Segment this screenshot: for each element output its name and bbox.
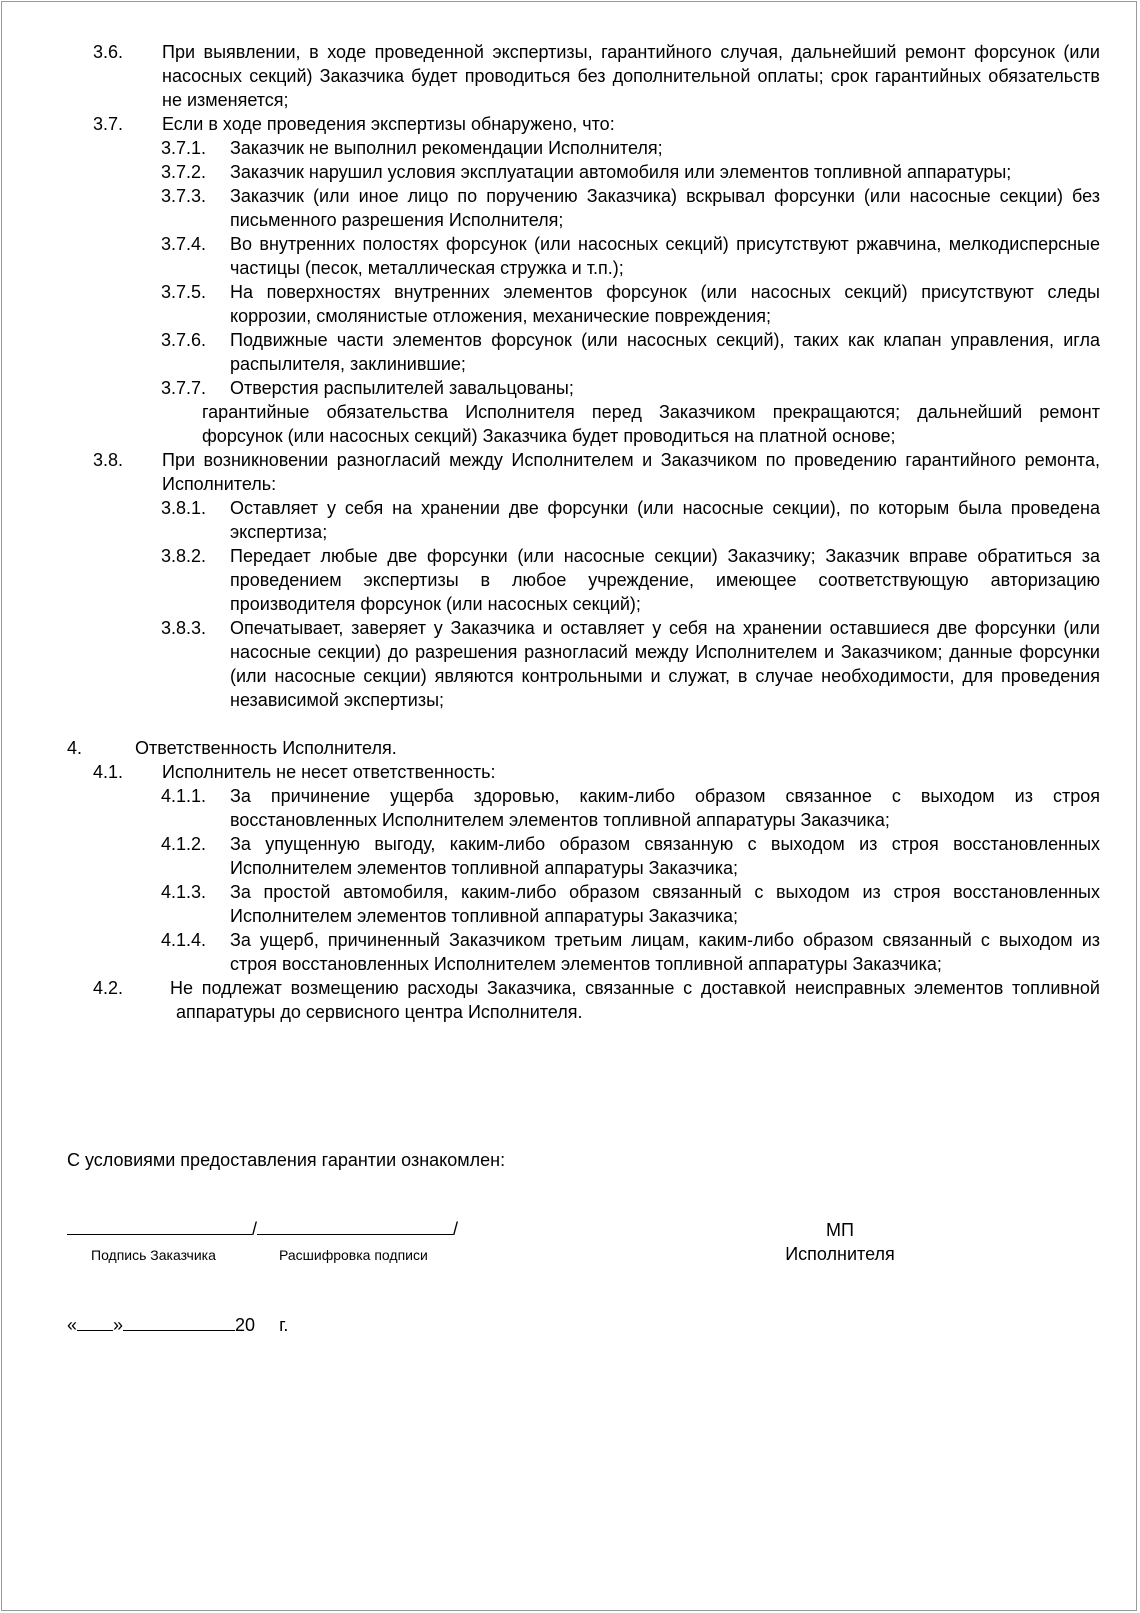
clause-text: При возникновении разногласий между Исполнителем и Заказчиком по проведению гарантийного ремонта, Исполнитель: xyxy=(162,450,1100,494)
clause-number: 3.8.3. xyxy=(161,618,207,638)
slash: / xyxy=(252,1219,258,1239)
month-field[interactable] xyxy=(123,1312,235,1331)
stamp-block xyxy=(760,1218,920,1266)
clause-text: Если в ходе проведения экспертизы обнаружено, что: xyxy=(162,114,615,134)
stamp-label: МП xyxy=(826,1220,854,1240)
clause-text: Подвижные части элементов форсунок (или насосных секций), таких как клапан управления, игла распылителя, заклинившие; xyxy=(230,330,1100,374)
clause-number: 4.2. xyxy=(93,978,124,998)
spacer xyxy=(0,712,1140,736)
clause-number: 3.8. xyxy=(93,450,124,470)
clause-text: Во внутренних полостях форсунок (или насосных секций) присутствуют ржавчина, мелкодисперсные частицы (песок, металлическая стружка и т.п.); xyxy=(230,234,1100,278)
year-suffix: г. xyxy=(279,1315,289,1335)
clause-4-1-4 xyxy=(0,928,1140,976)
clause-text: Передает любые две форсунки (или насосные секции) Заказчику; Заказчик вправе обратиться за проведением экспертизы в любое учреждение, имеющее соответствующую авторизацию производителя форсунок (или насосных секций); xyxy=(230,546,1100,614)
clause-number: 4.1.3. xyxy=(161,882,207,902)
clause-text: Не подлежат возмещению расходы Заказчика, связанные с доставкой неисправных элементов топливной аппаратуры до сервисного центра Исполнителя. xyxy=(170,978,1100,1022)
clause-number: 3.8.1. xyxy=(161,498,207,518)
clause-3-8 xyxy=(0,448,1140,496)
clause-number: 3.7.7. xyxy=(161,378,207,398)
clause-text: За простой автомобиля, каким-либо образом связанный с выходом из строя восстановленных Исполнителем элементов топливной аппаратуры Заказчика; xyxy=(230,882,1100,926)
clause-number: 4.1.2. xyxy=(161,834,207,854)
clause-number: 4.1.1. xyxy=(161,786,207,806)
year-prefix: 20 xyxy=(235,1315,256,1335)
clause-3-7-conclusion xyxy=(0,400,1140,448)
signature-field[interactable] xyxy=(67,1216,252,1235)
clause-number: 3.6. xyxy=(93,42,124,62)
clause-3-8-1 xyxy=(0,496,1140,544)
clause-4-1-1 xyxy=(0,784,1140,832)
day-field[interactable] xyxy=(77,1312,113,1331)
clause-3-7-6 xyxy=(0,328,1140,376)
clause-text: Опечатывает, заверяет у Заказчика и оставляет у себя на хранении оставшиеся две форсунки (или насосные секции) до разрешения разногласий между Исполнителем и Заказчиком; данные форсунки (или насосные секции) являются контрольными и служат, в случае необходимости, для проведения независимой экспертизы; xyxy=(230,618,1100,710)
clause-text: Отверстия распылителей завальцованы; xyxy=(230,378,574,398)
clause-text: Заказчик нарушил условия эксплуатации автомобиля или элементов топливной аппаратуры; xyxy=(230,162,1012,182)
clause-text: гарантийные обязательства Исполнителя перед Заказчиком прекращаются; дальнейший ремонт форсунок (или насосных секций) Заказчика будет проводиться на платной основе; xyxy=(202,402,1100,446)
clause-text: Исполнитель не несет ответственность: xyxy=(162,762,496,782)
clause-3-7-1 xyxy=(0,136,1140,160)
signature-decode-label: Расшифровка подписи xyxy=(279,1247,428,1263)
document-body xyxy=(0,40,1140,1024)
stamp-owner: Исполнителя xyxy=(785,1244,895,1264)
clause-text: Заказчик не выполнил рекомендации Исполнителя; xyxy=(230,138,663,158)
clause-number: 3.7.2. xyxy=(161,162,207,182)
section-4-heading xyxy=(0,736,1140,760)
clause-3-7-5 xyxy=(0,280,1140,328)
clause-4-1-3 xyxy=(0,880,1140,928)
clause-text: Оставляет у себя на хранении две форсунки (или насосные секции), по которым была проведена экспертиза; xyxy=(230,498,1100,542)
clause-3-7-3 xyxy=(0,184,1140,232)
clause-number: 3.7.4. xyxy=(161,234,207,254)
clause-number: 3.7.5. xyxy=(161,282,207,302)
clause-number: 4.1.4. xyxy=(161,930,207,950)
clause-4-1-2 xyxy=(0,832,1140,880)
clause-number: 4. xyxy=(67,738,83,758)
clause-3-8-2 xyxy=(0,544,1140,616)
clause-3-7-4 xyxy=(0,232,1140,280)
date-line xyxy=(67,1312,288,1337)
clause-3-8-3 xyxy=(0,616,1140,712)
clause-4-1 xyxy=(0,760,1140,784)
signature-label: Подпись Заказчика xyxy=(91,1247,216,1263)
clause-number: 4.1. xyxy=(93,762,124,782)
clause-3-7-7 xyxy=(0,376,1140,400)
quote-open: « xyxy=(67,1315,78,1335)
clause-text: На поверхностях внутренних элементов форсунок (или насосных секций) присутствуют следы коррозии, смолянистые отложения, механические повреждения; xyxy=(230,282,1100,326)
clause-text: За причинение ущерба здоровью, каким-либо образом связанное с выходом из строя восстановленных Исполнителем элементов топливной аппаратуры Заказчика; xyxy=(230,786,1100,830)
clause-number: 3.7.6. xyxy=(161,330,207,350)
clause-number: 3.7.3. xyxy=(161,186,207,206)
clause-4-2 xyxy=(0,976,1140,1024)
clause-3-7-2 xyxy=(0,160,1140,184)
clause-3-7 xyxy=(0,112,1140,136)
clause-3-6 xyxy=(0,40,1140,112)
slash: / xyxy=(453,1219,459,1239)
clause-text: За упущенную выгоду, каким-либо образом связанную с выходом из строя восстановленных Исполнителем элементов топливной аппаратуры Заказчика; xyxy=(230,834,1100,878)
clause-text: За ущерб, причиненный Заказчиком третьим лицам, каким-либо образом связанный с выходом из строя восстановленных Исполнителем элементов топливной аппаратуры Заказчика; xyxy=(230,930,1100,974)
clause-number: 3.7. xyxy=(93,114,124,134)
clause-number: 3.8.2. xyxy=(161,546,207,566)
signature-line xyxy=(67,1216,458,1241)
quote-close: » xyxy=(113,1315,124,1335)
clause-text: При выявлении, в ходе проведенной экспертизы, гарантийного случая, дальнейший ремонт форсунок (или насосных секций) Заказчика будет проводиться без дополнительной оплаты; срок гарантийных обязательств не изменяется; xyxy=(162,42,1100,110)
clause-number: 3.7.1. xyxy=(161,138,207,158)
acknowledgement-text: С условиями предоставления гарантии ознакомлен: xyxy=(67,1150,506,1170)
clause-text: Заказчик (или иное лицо по поручению Заказчика) вскрывал форсунки (или насосные секции) без письменного разрешения Исполнителя; xyxy=(230,186,1100,230)
clause-text: Ответственность Исполнителя. xyxy=(135,738,397,758)
signature-decode-field[interactable] xyxy=(257,1216,453,1235)
